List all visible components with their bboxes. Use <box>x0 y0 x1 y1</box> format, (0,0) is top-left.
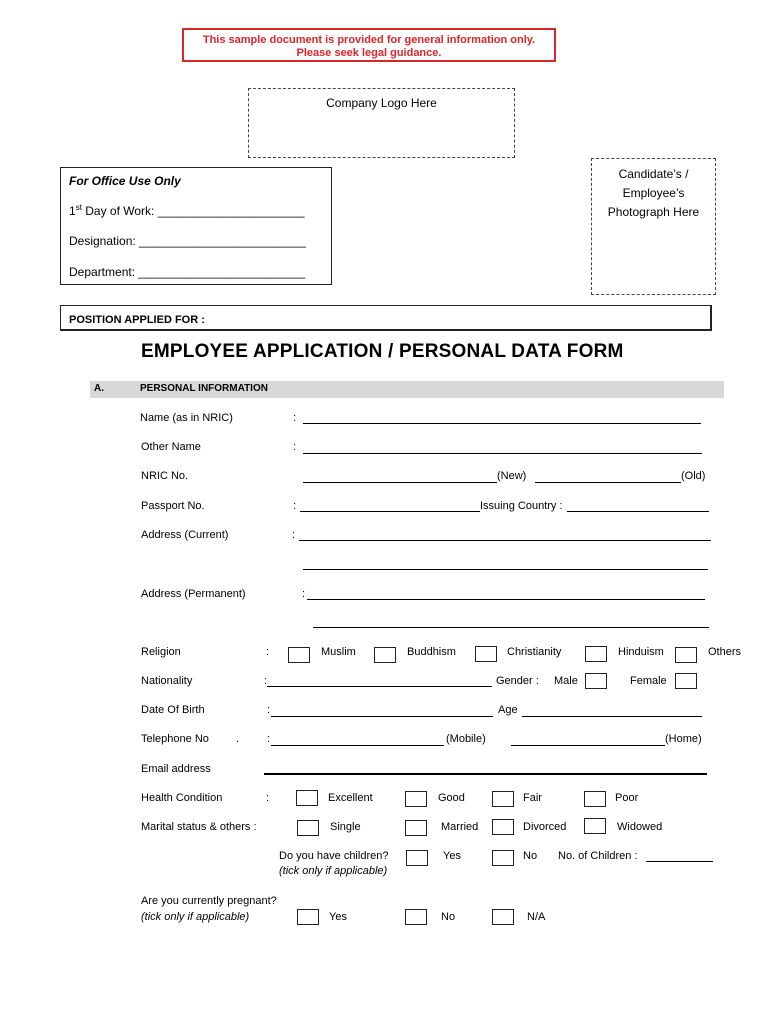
name-colon: : <box>293 412 297 424</box>
other-name-label: Other Name <box>141 441 201 453</box>
photo-line-2: Employee’s <box>622 186 685 200</box>
children-no-label: No <box>523 850 538 862</box>
dob-input-line[interactable] <box>271 716 493 717</box>
religion-others-label: Others <box>708 646 742 658</box>
children-yes-label: Yes <box>443 850 461 862</box>
other-name-input-line[interactable] <box>303 453 702 454</box>
marital-single-label: Single <box>330 821 361 833</box>
religion-hinduism-label: Hinduism <box>618 646 664 658</box>
marital-married-checkbox[interactable] <box>405 820 427 836</box>
photo-line-3: Photograph Here <box>607 205 700 219</box>
marital-divorced-checkbox[interactable] <box>492 819 514 835</box>
dob-label: Date Of Birth <box>141 704 205 716</box>
nationality-label: Nationality <box>141 675 193 687</box>
first-day-superscript: st <box>75 203 82 212</box>
address-permanent-colon: : <box>302 588 306 600</box>
issuing-country-input-line[interactable] <box>567 511 709 512</box>
form-title: EMPLOYEE APPLICATION / PERSONAL DATA FORM <box>141 341 624 362</box>
passport-input-line[interactable] <box>300 511 480 512</box>
health-poor-checkbox[interactable] <box>584 791 606 807</box>
office-use-title: For Office Use Only <box>69 174 181 188</box>
photograph-placeholder <box>591 158 716 295</box>
telephone-dot: . <box>236 733 240 745</box>
health-good-checkbox[interactable] <box>405 791 427 807</box>
email-input-line[interactable] <box>264 773 707 775</box>
address-permanent-line-1[interactable] <box>307 599 705 600</box>
email-label: Email address <box>141 763 211 775</box>
religion-colon: : <box>266 646 270 658</box>
children-question: Do you have children? <box>279 850 389 862</box>
marital-divorced-label: Divorced <box>523 821 567 833</box>
disclaimer-line-1: This sample document is provided for general information only. <box>202 34 536 46</box>
pregnant-na-label: N/A <box>527 911 546 923</box>
logo-placeholder-text: Company Logo Here <box>326 96 437 110</box>
religion-others-checkbox[interactable] <box>675 647 697 663</box>
pregnant-no-checkbox[interactable] <box>405 909 427 925</box>
children-yes-checkbox[interactable] <box>406 850 428 866</box>
telephone-label: Telephone No <box>141 733 209 745</box>
photo-line-1: Candidate’s / <box>618 167 689 181</box>
pregnant-yes-label: Yes <box>329 911 347 923</box>
home-input-line[interactable] <box>511 745 665 746</box>
religion-buddhism-checkbox[interactable] <box>374 647 396 663</box>
dob-colon: : <box>267 704 271 716</box>
health-poor-label: Poor <box>615 792 639 804</box>
health-excellent-label: Excellent <box>328 792 373 804</box>
office-use-box <box>60 167 332 285</box>
passport-label: Passport No. <box>141 500 205 512</box>
gender-male-checkbox[interactable] <box>585 673 607 689</box>
number-of-children-label: No. of Children : <box>558 850 638 862</box>
pregnant-yes-checkbox[interactable] <box>297 909 319 925</box>
first-day-field[interactable] <box>69 203 305 218</box>
children-no-checkbox[interactable] <box>492 850 514 866</box>
gender-male-label: Male <box>554 675 578 687</box>
pregnant-no-label: No <box>441 911 456 923</box>
first-day-number: 1 <box>69 204 76 218</box>
address-current-line-2[interactable] <box>303 569 708 570</box>
designation-field[interactable]: Designation: _________________________ <box>69 234 306 248</box>
marital-widowed-label: Widowed <box>617 821 663 833</box>
pregnant-na-checkbox[interactable] <box>492 909 514 925</box>
health-fair-label: Fair <box>523 792 542 804</box>
religion-label: Religion <box>141 646 181 658</box>
marital-single-checkbox[interactable] <box>297 820 319 836</box>
religion-buddhism-label: Buddhism <box>407 646 456 658</box>
section-a-letter: A. <box>94 383 104 394</box>
name-input-line[interactable] <box>303 423 701 424</box>
religion-hinduism-checkbox[interactable] <box>585 646 607 662</box>
religion-muslim-checkbox[interactable] <box>288 647 310 663</box>
health-excellent-checkbox[interactable] <box>296 790 318 806</box>
health-colon: : <box>266 792 270 804</box>
passport-colon: : <box>293 500 297 512</box>
nric-old-input-line[interactable] <box>535 482 681 483</box>
number-of-children-input-line[interactable] <box>646 861 713 862</box>
home-label: (Home) <box>665 733 702 745</box>
section-a-header <box>90 381 724 398</box>
first-day-label: Day of Work: ______________________ <box>81 204 305 218</box>
religion-christianity-checkbox[interactable] <box>475 646 497 662</box>
position-applied-label: POSITION APPLIED FOR : <box>69 314 205 326</box>
nric-label: NRIC No. <box>141 470 189 482</box>
children-tick-note: (tick only if applicable) <box>279 865 388 877</box>
marital-married-label: Married <box>441 821 479 833</box>
section-a-title: PERSONAL INFORMATION <box>140 383 268 394</box>
health-fair-checkbox[interactable] <box>492 791 514 807</box>
religion-muslim-label: Muslim <box>321 646 356 658</box>
religion-christianity-label: Christianity <box>507 646 562 658</box>
health-good-label: Good <box>438 792 465 804</box>
age-label: Age <box>498 704 518 716</box>
nationality-input-line[interactable] <box>267 686 492 687</box>
address-current-colon: : <box>292 529 296 541</box>
company-logo-placeholder <box>248 88 515 158</box>
nric-new-label: (New) <box>497 470 527 482</box>
telephone-colon: : <box>267 733 271 745</box>
address-permanent-label: Address (Permanent) <box>141 588 246 600</box>
health-label: Health Condition <box>141 792 223 804</box>
nationality-colon: : <box>264 675 268 687</box>
address-permanent-line-2[interactable] <box>313 627 709 628</box>
disclaimer-line-2: Please seek legal guidance. <box>296 47 442 59</box>
disclaimer-notice <box>182 28 556 62</box>
marital-widowed-checkbox[interactable] <box>584 818 606 834</box>
address-current-line-1[interactable] <box>299 540 711 541</box>
address-current-label: Address (Current) <box>141 529 229 541</box>
age-input-line[interactable] <box>522 716 702 717</box>
issuing-country-label: Issuing Country : <box>480 500 563 512</box>
gender-female-checkbox[interactable] <box>675 673 697 689</box>
gender-label: Gender : <box>496 675 539 687</box>
mobile-input-line[interactable] <box>271 745 444 746</box>
name-label: Name (as in NRIC) <box>140 412 233 424</box>
nric-new-input-line[interactable] <box>303 482 497 483</box>
position-applied-field[interactable] <box>60 305 712 331</box>
pregnant-question: Are you currently pregnant? <box>141 895 277 907</box>
nric-old-label: (Old) <box>681 470 706 482</box>
marital-label: Marital status & others : <box>141 821 257 833</box>
other-name-colon: : <box>293 441 297 453</box>
department-field[interactable]: Department: _________________________ <box>69 265 306 279</box>
gender-female-label: Female <box>630 675 667 687</box>
pregnant-tick-note: (tick only if applicable) <box>141 911 250 923</box>
mobile-label: (Mobile) <box>446 733 486 745</box>
